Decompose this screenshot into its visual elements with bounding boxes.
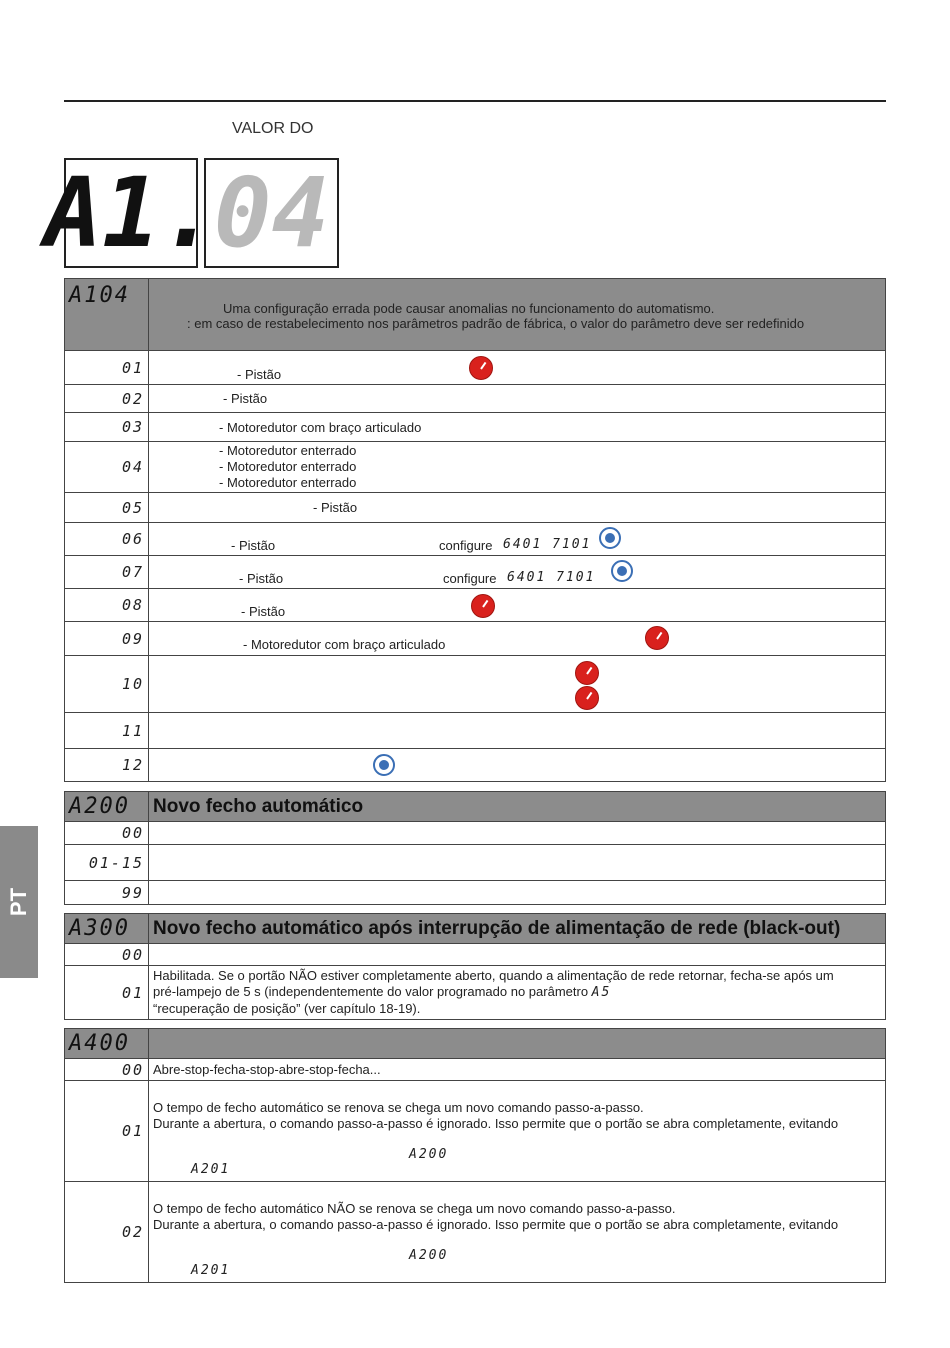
row-text-cell <box>149 881 886 905</box>
row-text: - Motoredutor com braço articulado <box>243 637 446 652</box>
row-text-line: “recuperação de posição” (ver capítulo 18-19). <box>153 1001 421 1016</box>
table-row <box>65 385 886 413</box>
value-label: VALOR DO <box>232 120 314 137</box>
row-code-cell <box>65 749 149 782</box>
top-rule <box>64 100 886 102</box>
table-row <box>65 1182 886 1283</box>
a1-note-line1: Uma configuração errada pode causar anomalias no funcionamento do automatismo. <box>223 301 715 316</box>
row-code-cell <box>65 493 149 523</box>
inline-code: A200 <box>409 1248 449 1263</box>
table-row <box>65 442 886 493</box>
row-text-part: pré-lampejo de 5 s (independentemente do valor programado no parâmetro <box>153 984 589 999</box>
a3-code-cell <box>65 914 149 944</box>
row-code: 10 <box>121 675 144 693</box>
row-code-cell <box>65 351 149 385</box>
row-text-cell <box>149 656 886 713</box>
a1-code: A104 <box>69 283 130 308</box>
a4-header-row <box>65 1029 886 1059</box>
row-text-line <box>153 984 881 1001</box>
a2-title: Novo fecho automático <box>153 795 364 817</box>
row-code-cell <box>65 556 149 589</box>
row-code: 01-15 <box>88 853 144 872</box>
row-code: 12 <box>121 756 144 774</box>
row-code-cell <box>65 881 149 905</box>
row-code-cell <box>65 966 149 1020</box>
row-code: 03 <box>121 418 144 436</box>
row-text-line: - Motoredutor enterrado <box>219 443 357 458</box>
row-text-cell <box>149 1081 886 1182</box>
row-code: 05 <box>121 498 144 517</box>
row-code-cell <box>65 622 149 656</box>
row-code: 08 <box>121 596 144 614</box>
row-text: - Pistão <box>231 538 276 553</box>
row-code: 99 <box>121 883 144 902</box>
a2-code-cell <box>65 792 149 822</box>
row-code: 00 <box>121 945 144 964</box>
table-row <box>65 966 886 1020</box>
table-row <box>65 845 886 881</box>
safe-gauge-icon <box>645 626 669 650</box>
row-text-cell <box>149 622 886 656</box>
config-codes: 6401 7101 <box>503 537 592 552</box>
row-text-cell <box>149 589 886 622</box>
row-text-line: O tempo de fecho automático se renova se chega um novo comando passo-a-passo. <box>153 1100 644 1115</box>
a2-title-cell <box>149 792 886 822</box>
a4-title-cell <box>149 1029 886 1059</box>
safe-gauge-icon <box>469 356 493 380</box>
row-text-cell <box>149 944 886 966</box>
row-code: 00 <box>121 1060 144 1079</box>
row-text: - Pistão <box>241 604 286 619</box>
inline-code: A200 <box>409 1147 449 1162</box>
row-text: - Pistão <box>239 571 284 586</box>
row-code: 02 <box>121 389 144 408</box>
a4-code-cell <box>65 1029 149 1059</box>
a1-note-cell <box>149 279 886 351</box>
row-text: Abre-stop-fecha-stop-abre-stop-fecha... <box>149 1059 886 1081</box>
table-row <box>65 622 886 656</box>
a1-table <box>64 278 886 782</box>
table-row <box>65 881 886 905</box>
row-text-cell <box>149 442 886 493</box>
row-code: 00 <box>121 824 144 842</box>
table-row <box>65 413 886 442</box>
a3-title-cell <box>149 914 886 944</box>
a1-code-cell <box>65 279 149 351</box>
table-row <box>65 493 886 523</box>
row-code-cell <box>65 523 149 556</box>
row-code: 04 <box>121 458 144 476</box>
a4-table <box>64 1028 886 1283</box>
row-code-cell <box>65 656 149 713</box>
table-row <box>65 556 886 589</box>
row-text-cell <box>149 351 886 385</box>
inline-code: A201 <box>191 1162 231 1177</box>
row-code-cell <box>65 589 149 622</box>
table-row <box>65 822 886 845</box>
display-parameter-text: A1. <box>44 157 218 269</box>
a1-note-line2: : em caso de restabelecimento nos parâmetros padrão de fábrica, o valor do parâmetro deve ser redefinido <box>187 316 805 331</box>
row-code-cell <box>65 413 149 442</box>
a3-code: A300 <box>69 916 130 941</box>
row-code-cell <box>65 845 149 881</box>
display-value-text: 04 <box>213 157 330 269</box>
a3-title: Novo fecho automático após interrupção de alimentação de rede (black-out) <box>153 917 841 939</box>
row-code-cell <box>65 1081 149 1182</box>
row-code-cell <box>65 1182 149 1283</box>
row-code-cell <box>65 822 149 845</box>
config-codes: 6401 7101 <box>507 570 596 585</box>
config-label: configure <box>443 571 497 586</box>
row-text-line: O tempo de fecho automático NÃO se renova se chega um novo comando passo-a-passo. <box>153 1201 676 1216</box>
table-row <box>65 589 886 622</box>
row-text-line: Habilitada. Se o portão NÃO estiver completamente aberto, quando a alimentação de rede retornar, fecha-se após um <box>153 968 834 983</box>
row-code-cell <box>65 944 149 966</box>
a3-header-row <box>65 914 886 944</box>
row-text: - Motoredutor com braço articulado <box>149 413 886 442</box>
row-code-cell <box>65 1059 149 1081</box>
row-text-cell <box>149 822 886 845</box>
display-parameter <box>44 157 218 269</box>
row-code-cell <box>65 385 149 413</box>
row-text: - Pistão <box>237 367 282 382</box>
table-row <box>65 749 886 782</box>
a3-table <box>64 913 886 1020</box>
row-text-cell <box>149 1182 886 1283</box>
a1-header-row <box>65 279 886 351</box>
table-row <box>65 523 886 556</box>
row-text-cell <box>149 749 886 782</box>
inline-code: A201 <box>191 1263 231 1278</box>
safe-gauge-icon <box>471 594 495 618</box>
table-row <box>65 351 886 385</box>
row-text: - Pistão <box>149 493 886 523</box>
blue-settings-icon <box>373 754 395 776</box>
row-text-cell <box>149 845 886 881</box>
a2-table <box>64 791 886 905</box>
row-text-line: Durante a abertura, o comando passo-a-passo é ignorado. Isso permite que o portão se abra completamente, evitando <box>153 1116 839 1131</box>
row-code: 09 <box>121 629 144 648</box>
table-row <box>65 713 886 749</box>
row-text-line: Durante a abertura, o comando passo-a-passo é ignorado. Isso permite que o portão se abra completamente, evitando <box>153 1217 839 1232</box>
table-row <box>65 1059 886 1081</box>
row-code-cell <box>65 713 149 749</box>
row-text-cell <box>149 966 886 1020</box>
blue-settings-icon <box>599 527 621 549</box>
row-code-cell <box>65 442 149 493</box>
a4-code: A400 <box>69 1031 130 1056</box>
row-text-cell <box>149 713 886 749</box>
table-row <box>65 944 886 966</box>
row-code: 11 <box>121 721 144 740</box>
table-row <box>65 656 886 713</box>
config-label: configure <box>439 538 493 553</box>
safe-gauge-icon <box>575 661 599 685</box>
row-text-line: - Motoredutor enterrado <box>219 475 357 490</box>
language-tab <box>0 826 38 978</box>
row-code: 01 <box>121 1122 144 1140</box>
safe-gauge-icon <box>575 686 599 710</box>
language-tab-label: PT <box>6 887 31 917</box>
blue-settings-icon <box>611 560 633 582</box>
row-code: 06 <box>121 530 144 548</box>
a2-header-row <box>65 792 886 822</box>
row-code: 01 <box>121 358 144 377</box>
row-text: - Pistão <box>149 385 886 413</box>
row-code: 01 <box>121 983 144 1002</box>
row-code: 02 <box>121 1223 144 1241</box>
row-text-line: - Motoredutor enterrado <box>219 459 357 474</box>
display-value <box>204 158 339 268</box>
row-code: 07 <box>121 563 144 581</box>
a2-code: A200 <box>69 794 130 819</box>
inline-code: A5 <box>591 985 612 1000</box>
row-text-cell <box>149 556 886 589</box>
table-row <box>65 1081 886 1182</box>
row-text-cell <box>149 523 886 556</box>
